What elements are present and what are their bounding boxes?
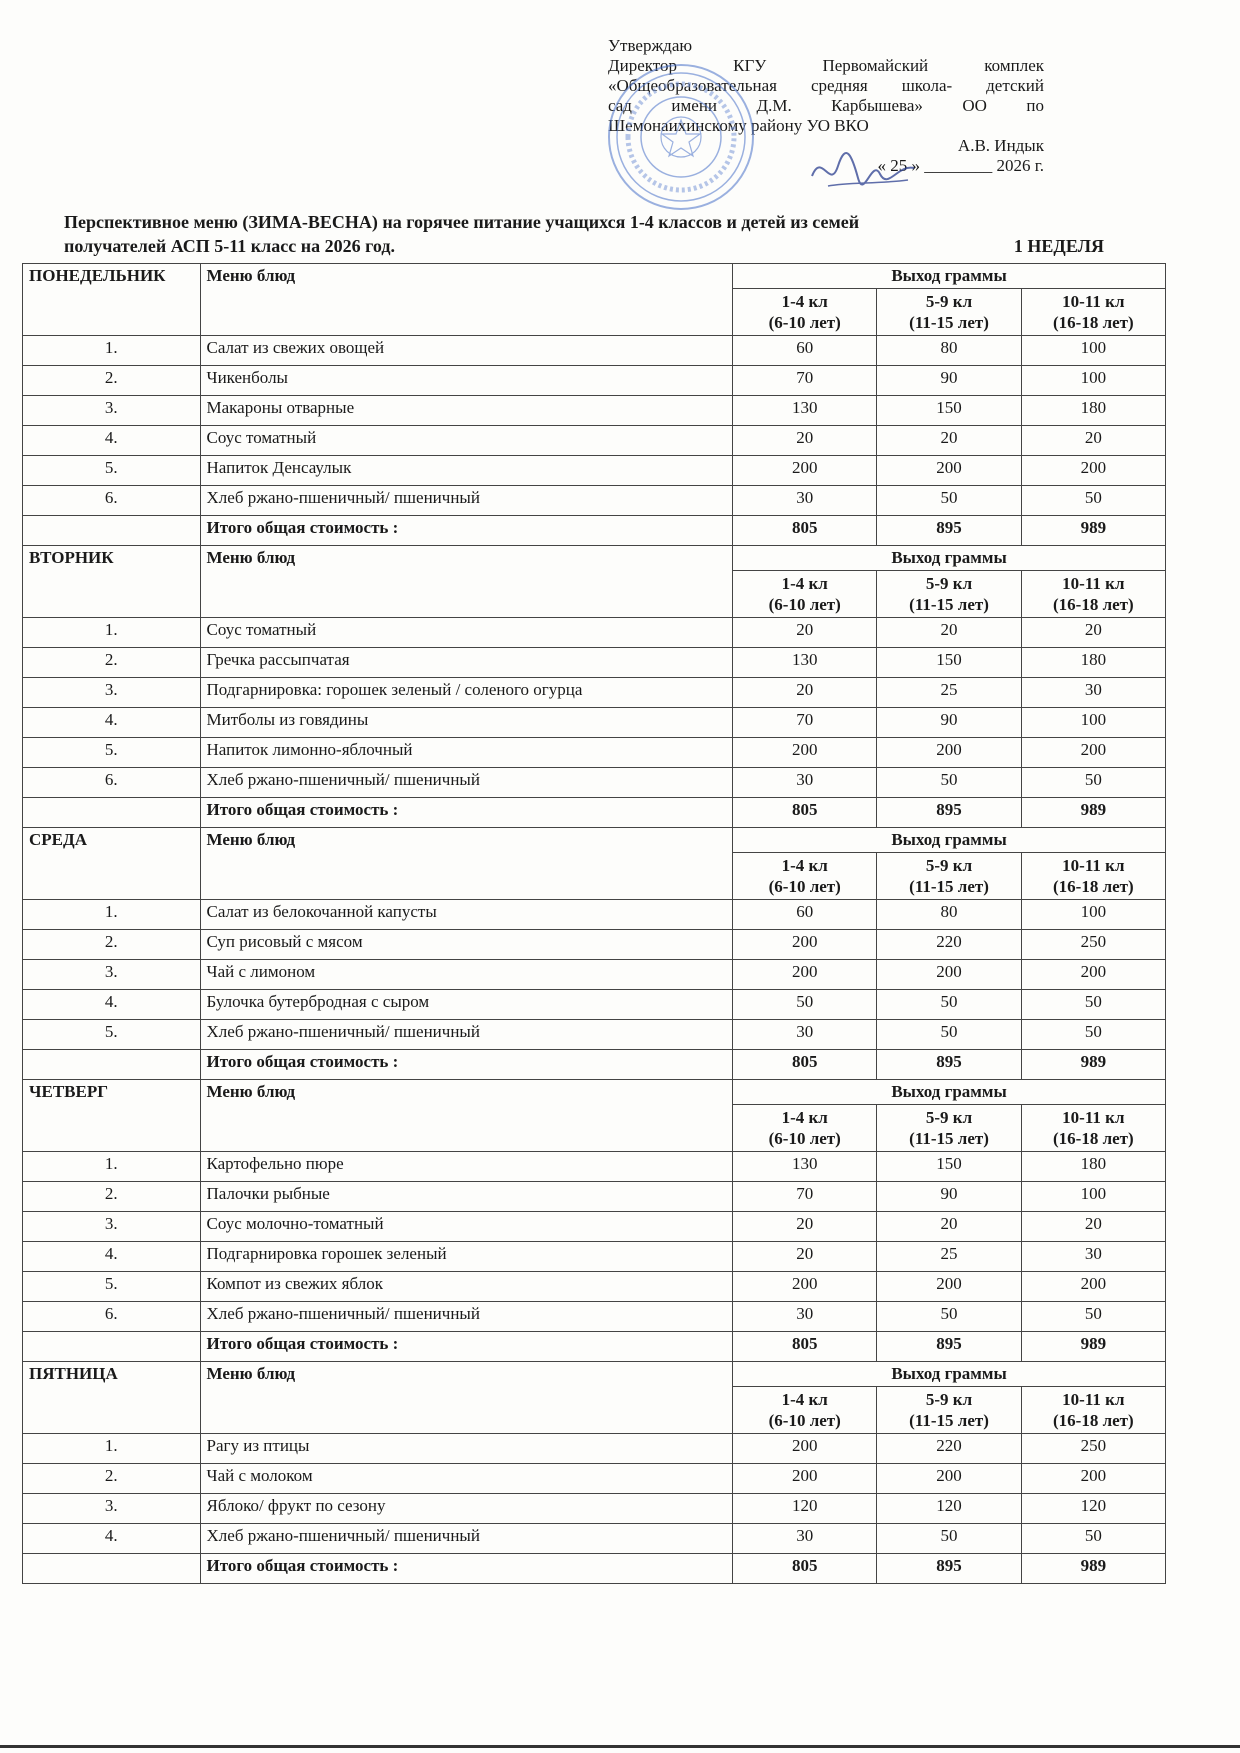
portion-grams: 200 <box>877 738 1021 768</box>
signature <box>808 146 918 196</box>
age-group-header <box>877 289 1021 336</box>
dish-name: Суп рисовый с мясом <box>200 930 733 960</box>
portion-grams: 25 <box>877 1242 1021 1272</box>
age-class-label: 10-11 кл <box>1062 1390 1125 1409</box>
age-group-header <box>877 1387 1021 1434</box>
item-number: 4. <box>23 708 201 738</box>
portion-grams: 90 <box>877 708 1021 738</box>
age-group-header <box>1021 571 1165 618</box>
total-value: 805 <box>733 1554 877 1584</box>
portion-grams: 200 <box>877 960 1021 990</box>
dish-name: Напиток Денсаулык <box>200 456 733 486</box>
portion-grams: 20 <box>733 426 877 456</box>
age-class-label: 5-9 кл <box>925 1390 973 1409</box>
total-value: 895 <box>877 516 1021 546</box>
dish-name: Чикенболы <box>200 366 733 396</box>
item-number: 3. <box>23 1212 201 1242</box>
menu-item-row <box>23 1182 1166 1212</box>
portion-grams: 20 <box>1021 1212 1165 1242</box>
portion-grams: 20 <box>733 1242 877 1272</box>
portion-grams: 50 <box>877 990 1021 1020</box>
dish-name: Хлеб ржано-пшеничный/ пшеничный <box>200 486 733 516</box>
item-number: 1. <box>23 900 201 930</box>
total-value: 895 <box>877 1050 1021 1080</box>
menu-item-row <box>23 738 1166 768</box>
portion-grams: 50 <box>877 1524 1021 1554</box>
dish-name: Чай с молоком <box>200 1464 733 1494</box>
portion-grams: 200 <box>1021 960 1165 990</box>
dish-name: Палочки рыбные <box>200 1182 733 1212</box>
portion-grams: 180 <box>1021 396 1165 426</box>
portion-grams: 30 <box>1021 1242 1165 1272</box>
total-value: 805 <box>733 1332 877 1362</box>
total-row <box>23 1332 1166 1362</box>
portion-grams: 25 <box>877 678 1021 708</box>
dish-name: Яблоко/ фрукт по сезону <box>200 1494 733 1524</box>
age-class-label: 10-11 кл <box>1062 1108 1125 1127</box>
menu-item-row <box>23 1434 1166 1464</box>
menu-item-row <box>23 366 1166 396</box>
dish-name: Соус томатный <box>200 426 733 456</box>
item-number: 6. <box>23 1302 201 1332</box>
age-years-label: (6-10 лет) <box>768 1411 841 1430</box>
portion-grams: 20 <box>1021 618 1165 648</box>
menu-item-row <box>23 1272 1166 1302</box>
total-value: 895 <box>877 1332 1021 1362</box>
portion-grams: 80 <box>877 336 1021 366</box>
portion-grams: 250 <box>1021 930 1165 960</box>
portion-grams: 180 <box>1021 1152 1165 1182</box>
portion-grams: 200 <box>877 1272 1021 1302</box>
portion-grams: 150 <box>877 1152 1021 1182</box>
portion-grams: 30 <box>733 1524 877 1554</box>
portion-grams: 80 <box>877 900 1021 930</box>
day-header-row <box>23 828 1166 853</box>
age-group-header <box>1021 1387 1165 1434</box>
age-class-label: 10-11 кл <box>1062 574 1125 593</box>
item-number: 1. <box>23 336 201 366</box>
item-number: 1. <box>23 1152 201 1182</box>
menu-item-row <box>23 1152 1166 1182</box>
dish-name: Булочка бутербродная с сыром <box>200 990 733 1020</box>
portion-grams: 50 <box>1021 990 1165 1020</box>
menu-item-row <box>23 1464 1166 1494</box>
dish-name: Соус молочно-томатный <box>200 1212 733 1242</box>
item-number: 2. <box>23 366 201 396</box>
dish-name: Салат из свежих овощей <box>200 336 733 366</box>
age-class-label: 1-4 кл <box>781 292 828 311</box>
menu-column-header: Меню блюд <box>200 1080 733 1152</box>
menu-item-row <box>23 1524 1166 1554</box>
item-number: 3. <box>23 678 201 708</box>
menu-item-row <box>23 990 1166 1020</box>
page-title <box>64 210 1104 258</box>
grams-column-header: Выход граммы <box>733 1362 1166 1387</box>
portion-grams: 200 <box>877 1464 1021 1494</box>
age-group-header <box>733 571 877 618</box>
item-number: 4. <box>23 426 201 456</box>
portion-grams: 200 <box>733 1434 877 1464</box>
total-value: 895 <box>877 798 1021 828</box>
age-years-label: (11-15 лет) <box>909 877 989 896</box>
approval-line-4: Шемонаихинскому району УО ВКО <box>608 116 869 135</box>
portion-grams: 200 <box>1021 738 1165 768</box>
day-header-row <box>23 1080 1166 1105</box>
age-class-label: 5-9 кл <box>925 574 973 593</box>
week-label: 1 НЕДЕЛЯ <box>1013 236 1104 256</box>
grams-column-header: Выход граммы <box>733 546 1166 571</box>
portion-grams: 20 <box>733 678 877 708</box>
portion-grams: 50 <box>877 1302 1021 1332</box>
item-number: 5. <box>23 738 201 768</box>
dish-name: Подгарнировка горошек зеленый <box>200 1242 733 1272</box>
menu-item-row <box>23 900 1166 930</box>
menu-item-row <box>23 1494 1166 1524</box>
age-years-label: (16-18 лет) <box>1053 877 1134 896</box>
portion-grams: 20 <box>733 1212 877 1242</box>
day-header-row <box>23 1362 1166 1387</box>
dish-name: Макароны отварные <box>200 396 733 426</box>
dish-name: Митболы из говядины <box>200 708 733 738</box>
age-class-label: 10-11 кл <box>1062 292 1125 311</box>
portion-grams: 200 <box>733 456 877 486</box>
item-number: 4. <box>23 990 201 1020</box>
portion-grams: 20 <box>733 618 877 648</box>
portion-grams: 50 <box>877 1020 1021 1050</box>
total-empty-cell <box>23 1332 201 1362</box>
portion-grams: 30 <box>733 1020 877 1050</box>
portion-grams: 150 <box>877 648 1021 678</box>
age-class-label: 5-9 кл <box>925 292 973 311</box>
age-group-header <box>877 1105 1021 1152</box>
item-number: 4. <box>23 1242 201 1272</box>
menu-column-header: Меню блюд <box>200 264 733 336</box>
age-years-label: (16-18 лет) <box>1053 1411 1134 1430</box>
portion-grams: 220 <box>877 930 1021 960</box>
portion-grams: 120 <box>733 1494 877 1524</box>
portion-grams: 20 <box>877 618 1021 648</box>
total-row <box>23 1554 1166 1584</box>
item-number: 1. <box>23 618 201 648</box>
total-empty-cell <box>23 516 201 546</box>
dish-name: Гречка рассыпчатая <box>200 648 733 678</box>
menu-column-header: Меню блюд <box>200 828 733 900</box>
age-group-header <box>1021 289 1165 336</box>
age-years-label: (11-15 лет) <box>909 1129 989 1148</box>
age-years-label: (16-18 лет) <box>1053 313 1134 332</box>
approval-line-1: Директор КГУ Первомайский комплек <box>608 56 1044 75</box>
portion-grams: 180 <box>1021 648 1165 678</box>
menu-item-row <box>23 930 1166 960</box>
title-line-1: Перспективное меню (ЗИМА-ВЕСНА) на горячее питание учащихся 1-4 классов и детей из семей <box>64 212 860 232</box>
dish-name: Хлеб ржано-пшеничный/ пшеничный <box>200 768 733 798</box>
total-empty-cell <box>23 1050 201 1080</box>
age-group-header <box>733 289 877 336</box>
portion-grams: 70 <box>733 708 877 738</box>
menu-item-row <box>23 426 1166 456</box>
approval-date: « 25 » ________ 2026 г. <box>877 156 1044 175</box>
item-number: 4. <box>23 1524 201 1554</box>
portion-grams: 30 <box>733 768 877 798</box>
portion-grams: 20 <box>877 426 1021 456</box>
dish-name: Салат из белокочанной капусты <box>200 900 733 930</box>
portion-grams: 120 <box>1021 1494 1165 1524</box>
total-value: 989 <box>1021 516 1165 546</box>
menu-column-header: Меню блюд <box>200 546 733 618</box>
age-class-label: 5-9 кл <box>925 1108 973 1127</box>
portion-grams: 30 <box>1021 678 1165 708</box>
dish-name: Картофельно пюре <box>200 1152 733 1182</box>
approval-word: Утверждаю <box>608 36 693 55</box>
menu-table <box>22 263 1166 1584</box>
total-label: Итого общая стоимость : <box>200 798 733 828</box>
item-number: 2. <box>23 1182 201 1212</box>
total-value: 989 <box>1021 1554 1165 1584</box>
portion-grams: 200 <box>733 738 877 768</box>
menu-column-header: Меню блюд <box>200 1362 733 1434</box>
grams-column-header: Выход граммы <box>733 828 1166 853</box>
menu-item-row <box>23 1242 1166 1272</box>
portion-grams: 100 <box>1021 708 1165 738</box>
menu-item-row <box>23 456 1166 486</box>
menu-item-row <box>23 708 1166 738</box>
total-label: Итого общая стоимость : <box>200 1332 733 1362</box>
age-years-label: (16-18 лет) <box>1053 595 1134 614</box>
item-number: 1. <box>23 1434 201 1464</box>
portion-grams: 150 <box>877 396 1021 426</box>
day-name: СРЕДА <box>23 828 201 900</box>
portion-grams: 90 <box>877 366 1021 396</box>
menu-table-body <box>23 264 1166 1584</box>
age-group-header <box>1021 1105 1165 1152</box>
total-value: 989 <box>1021 1332 1165 1362</box>
portion-grams: 100 <box>1021 366 1165 396</box>
dish-name: Соус томатный <box>200 618 733 648</box>
portion-grams: 50 <box>877 486 1021 516</box>
dish-name: Напиток лимонно-яблочный <box>200 738 733 768</box>
portion-grams: 130 <box>733 396 877 426</box>
age-group-header <box>733 853 877 900</box>
menu-item-row <box>23 396 1166 426</box>
item-number: 2. <box>23 1464 201 1494</box>
menu-item-row <box>23 768 1166 798</box>
total-row <box>23 1050 1166 1080</box>
portion-grams: 120 <box>877 1494 1021 1524</box>
portion-grams: 200 <box>1021 1464 1165 1494</box>
age-years-label: (6-10 лет) <box>768 877 841 896</box>
item-number: 2. <box>23 930 201 960</box>
dish-name: Хлеб ржано-пшеничный/ пшеничный <box>200 1020 733 1050</box>
portion-grams: 200 <box>733 930 877 960</box>
menu-item-row <box>23 1212 1166 1242</box>
total-label: Итого общая стоимость : <box>200 516 733 546</box>
dish-name: Подгарнировка: горошек зеленый / соленого огурца <box>200 678 733 708</box>
portion-grams: 130 <box>733 1152 877 1182</box>
total-row <box>23 516 1166 546</box>
age-group-header <box>877 571 1021 618</box>
item-number: 3. <box>23 960 201 990</box>
day-name: ПЯТНИЦА <box>23 1362 201 1434</box>
item-number: 6. <box>23 768 201 798</box>
approval-line-2: «Общеобразовательная средняя школа- детский <box>608 76 1044 95</box>
age-group-header <box>1021 853 1165 900</box>
day-name: ЧЕТВЕРГ <box>23 1080 201 1152</box>
title-line-2: получателей АСП 5-11 класс на 2026 год. <box>64 236 395 256</box>
age-group-header <box>877 853 1021 900</box>
age-class-label: 5-9 кл <box>925 856 973 875</box>
item-number: 2. <box>23 648 201 678</box>
portion-grams: 30 <box>733 486 877 516</box>
total-row <box>23 798 1166 828</box>
total-value: 805 <box>733 1050 877 1080</box>
portion-grams: 100 <box>1021 336 1165 366</box>
age-years-label: (16-18 лет) <box>1053 1129 1134 1148</box>
portion-grams: 50 <box>733 990 877 1020</box>
portion-grams: 70 <box>733 366 877 396</box>
dish-name: Хлеб ржано-пшеничный/ пшеничный <box>200 1524 733 1554</box>
portion-grams: 200 <box>733 960 877 990</box>
age-class-label: 1-4 кл <box>781 1108 828 1127</box>
age-class-label: 1-4 кл <box>781 856 828 875</box>
age-group-header <box>733 1105 877 1152</box>
total-label: Итого общая стоимость : <box>200 1050 733 1080</box>
age-group-header <box>733 1387 877 1434</box>
portion-grams: 20 <box>1021 426 1165 456</box>
age-class-label: 1-4 кл <box>781 574 828 593</box>
age-years-label: (11-15 лет) <box>909 1411 989 1430</box>
age-class-label: 10-11 кл <box>1062 856 1125 875</box>
portion-grams: 60 <box>733 336 877 366</box>
item-number: 3. <box>23 1494 201 1524</box>
portion-grams: 220 <box>877 1434 1021 1464</box>
approval-signer: А.В. Индык <box>957 136 1044 155</box>
menu-item-row <box>23 1020 1166 1050</box>
portion-grams: 50 <box>1021 1524 1165 1554</box>
age-years-label: (6-10 лет) <box>768 313 841 332</box>
age-years-label: (11-15 лет) <box>909 595 989 614</box>
total-value: 989 <box>1021 1050 1165 1080</box>
grams-column-header: Выход граммы <box>733 264 1166 289</box>
page-bottom-border <box>0 1745 1240 1748</box>
age-class-label: 1-4 кл <box>781 1390 828 1409</box>
portion-grams: 50 <box>877 768 1021 798</box>
item-number: 5. <box>23 1272 201 1302</box>
day-header-row <box>23 546 1166 571</box>
age-years-label: (6-10 лет) <box>768 1129 841 1148</box>
portion-grams: 130 <box>733 648 877 678</box>
dish-name: Чай с лимоном <box>200 960 733 990</box>
menu-item-row <box>23 486 1166 516</box>
menu-item-row <box>23 648 1166 678</box>
dish-name: Компот из свежих яблок <box>200 1272 733 1302</box>
total-value: 989 <box>1021 798 1165 828</box>
portion-grams: 200 <box>877 456 1021 486</box>
portion-grams: 100 <box>1021 1182 1165 1212</box>
menu-item-row <box>23 678 1166 708</box>
portion-grams: 70 <box>733 1182 877 1212</box>
portion-grams: 250 <box>1021 1434 1165 1464</box>
menu-item-row <box>23 618 1166 648</box>
age-years-label: (11-15 лет) <box>909 313 989 332</box>
portion-grams: 50 <box>1021 768 1165 798</box>
portion-grams: 60 <box>733 900 877 930</box>
item-number: 5. <box>23 456 201 486</box>
total-empty-cell <box>23 1554 201 1584</box>
total-value: 895 <box>877 1554 1021 1584</box>
total-label: Итого общая стоимость : <box>200 1554 733 1584</box>
age-years-label: (6-10 лет) <box>768 595 841 614</box>
portion-grams: 200 <box>1021 1272 1165 1302</box>
portion-grams: 200 <box>733 1272 877 1302</box>
portion-grams: 200 <box>733 1464 877 1494</box>
total-value: 805 <box>733 516 877 546</box>
day-name: ВТОРНИК <box>23 546 201 618</box>
day-header-row <box>23 264 1166 289</box>
portion-grams: 50 <box>1021 1020 1165 1050</box>
portion-grams: 90 <box>877 1182 1021 1212</box>
portion-grams: 200 <box>1021 456 1165 486</box>
total-empty-cell <box>23 798 201 828</box>
portion-grams: 30 <box>733 1302 877 1332</box>
menu-item-row <box>23 960 1166 990</box>
day-name: ПОНЕДЕЛЬНИК <box>23 264 201 336</box>
item-number: 6. <box>23 486 201 516</box>
portion-grams: 50 <box>1021 486 1165 516</box>
dish-name: Рагу из птицы <box>200 1434 733 1464</box>
approval-line-3: сад имени Д.М. Карбышева» ОО по <box>608 96 1044 115</box>
portion-grams: 20 <box>877 1212 1021 1242</box>
item-number: 5. <box>23 1020 201 1050</box>
grams-column-header: Выход граммы <box>733 1080 1166 1105</box>
dish-name: Хлеб ржано-пшеничный/ пшеничный <box>200 1302 733 1332</box>
portion-grams: 100 <box>1021 900 1165 930</box>
portion-grams: 50 <box>1021 1302 1165 1332</box>
menu-item-row <box>23 1302 1166 1332</box>
item-number: 3. <box>23 396 201 426</box>
official-seal <box>606 62 756 212</box>
total-value: 805 <box>733 798 877 828</box>
menu-item-row <box>23 336 1166 366</box>
